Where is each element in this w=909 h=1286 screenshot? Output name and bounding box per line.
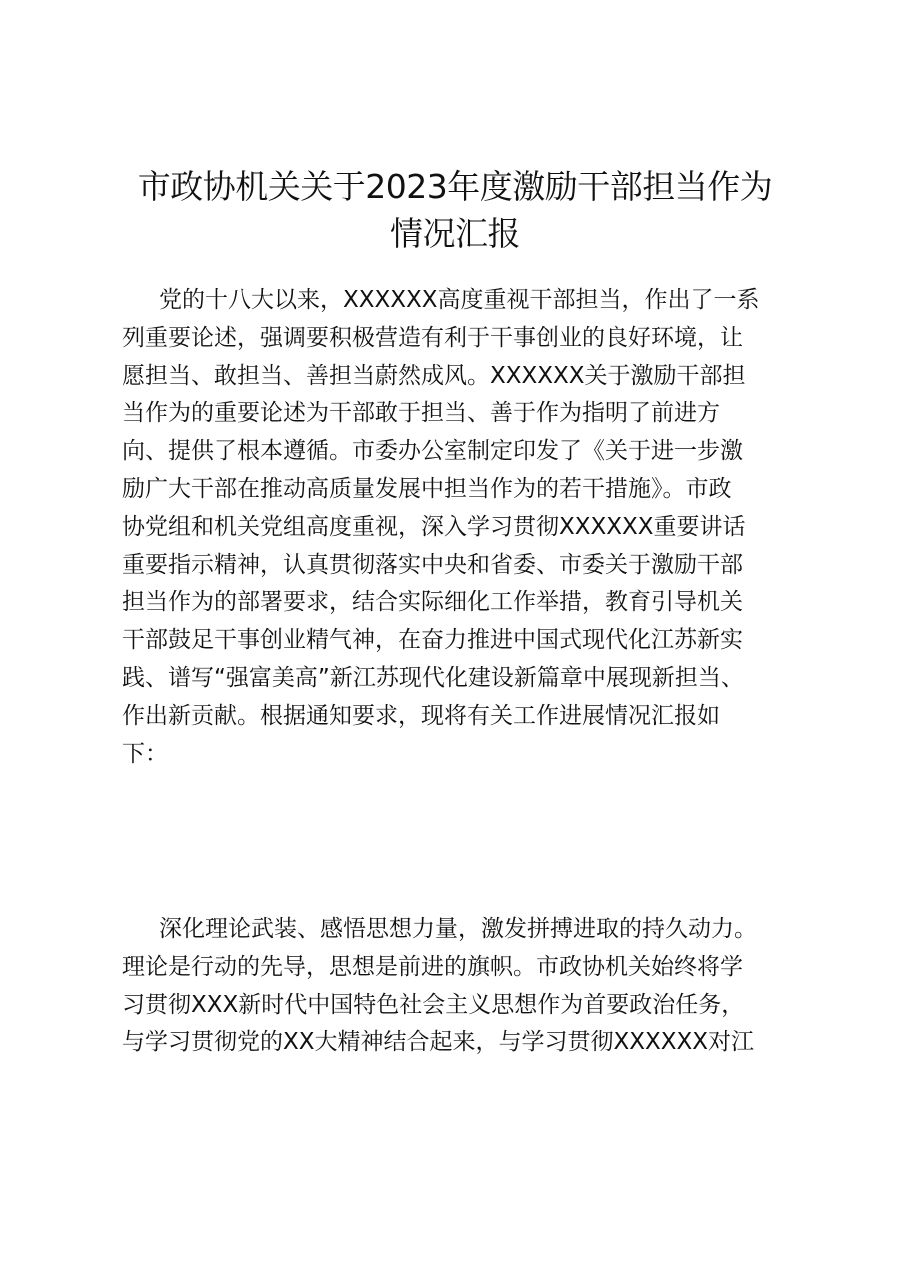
paragraph-line: 重要指示精神，认真贯彻落实中央和省委、市委关于激励干部 — [122, 551, 743, 578]
paragraph-line: 担当作为的部署要求，结合实际细化工作举措，教育引导机关 — [122, 589, 743, 616]
paragraph-line: 协党组和机关党组高度重视，深入学习贯彻XXXXXX重要讲话 — [122, 513, 746, 540]
paragraph-2 — [122, 911, 802, 1062]
paragraph-line: 深化理论武装、感悟思想力量，激发拼搏进取的持久动力。 — [159, 916, 757, 942]
title-line-1: 市政协机关关于2023年度激励干部担当作为 — [137, 167, 773, 206]
paragraph-line: 愿担当、敢担当、善担当蔚然成风。XXXXXX关于激励干部担 — [122, 362, 746, 389]
paragraph-line: 向、提供了根本遵循。市委办公室制定印发了《关于进一步激 — [122, 438, 743, 465]
title-line-2: 情况汇报 — [390, 214, 520, 253]
paragraph-line: 作出新贡献。根据通知要求，现将有关工作进展情况汇报如 — [122, 702, 720, 729]
paragraph-line: 理论是行动的先导，思想是前进的旗帜。市政协机关始终将学 — [122, 953, 743, 980]
paragraph-line: 下： — [122, 740, 168, 767]
paragraph-line: 当作为的重要论述为干部敢于担当、善于作为指明了前进方 — [122, 400, 720, 427]
paragraph-line: 习贯彻XXX新时代中国特色社会主义思想作为首要政治任务， — [122, 991, 745, 1018]
paragraph-line: 践、谱写“强富美高”新江苏现代化建设新篇章中展现新担当、 — [122, 664, 744, 691]
paragraph-line: 列重要论述，强调要积极营造有利于干事创业的良好环境，让 — [122, 324, 743, 351]
paragraph-line: 党的十八大以来，XXXXXX高度重视干部担当，作出了一系 — [159, 287, 760, 313]
document-title — [110, 163, 800, 257]
paragraph-line: 干部鼓足干事创业精气神，在奋力推进中国式现代化江苏新实 — [122, 627, 743, 654]
paragraph-line: 励广大干部在推动高质量发展中担当作为的若干措施》。市政 — [122, 475, 732, 502]
paragraph-1 — [122, 282, 802, 773]
paragraph-line: 与学习贯彻党的XX大精神结合起来，与学习贯彻XXXXXX对江 — [122, 1029, 755, 1056]
